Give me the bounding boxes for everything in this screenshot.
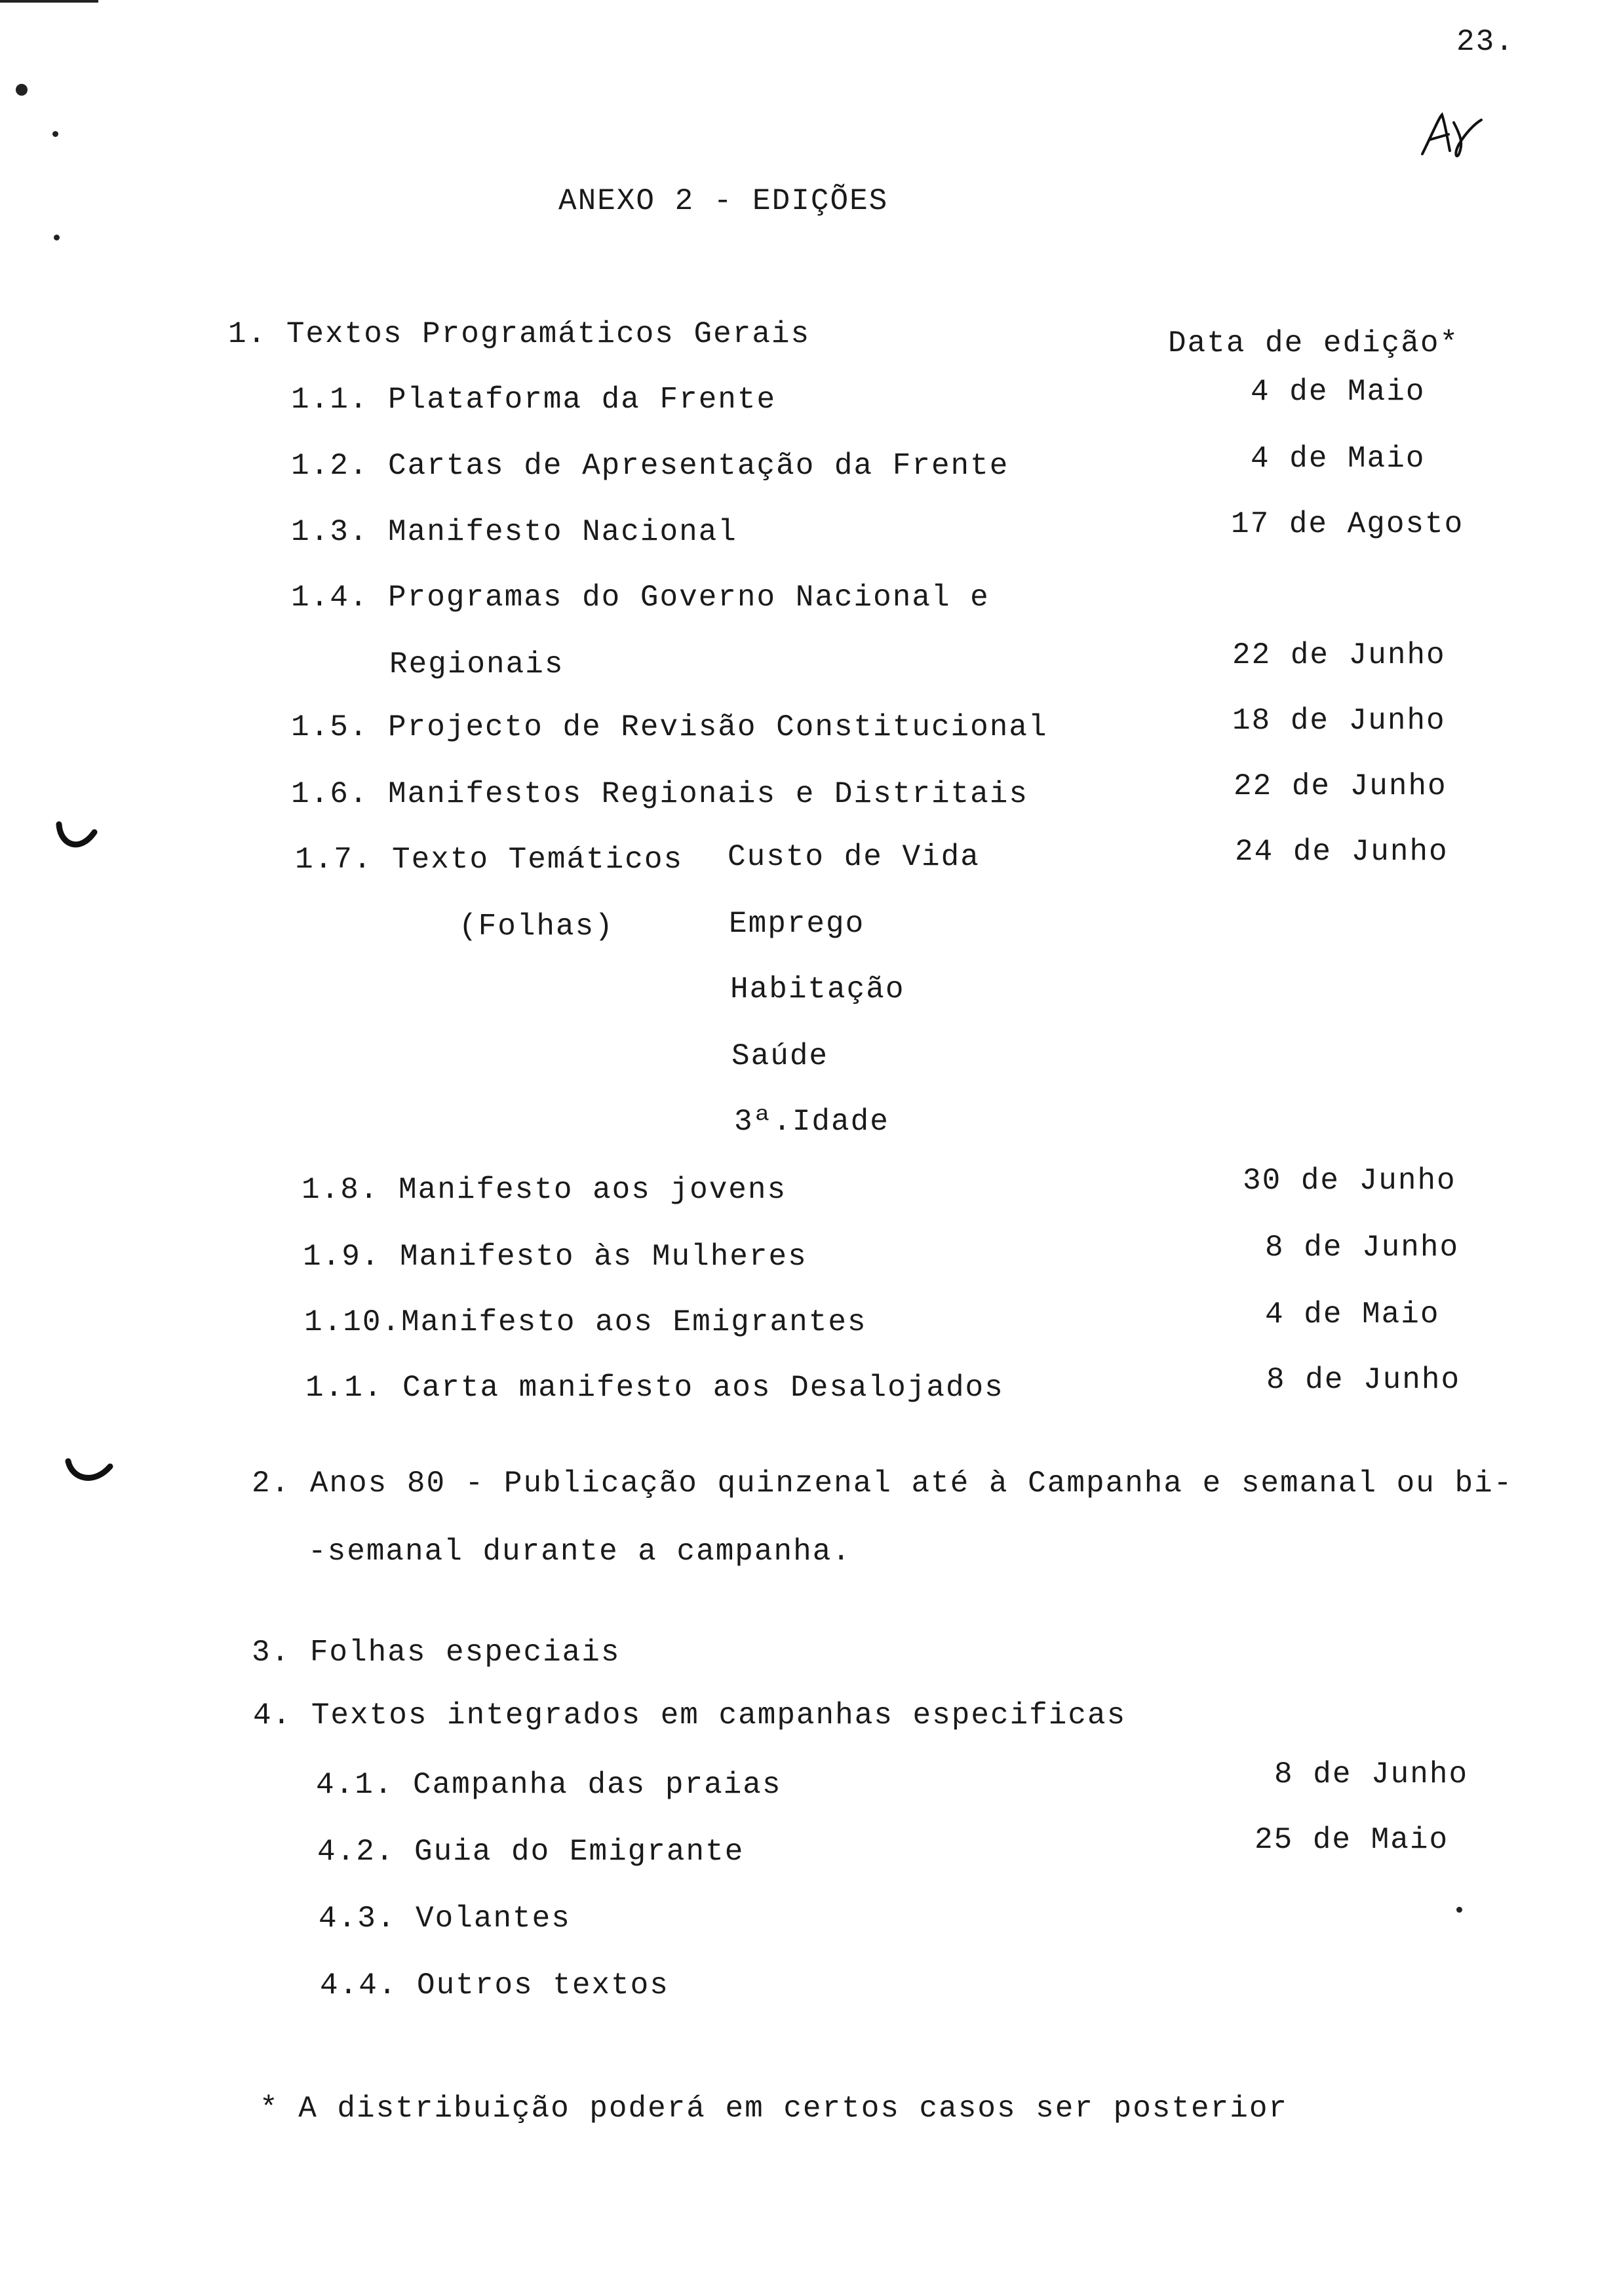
topic-item: Habitação	[730, 972, 905, 1006]
item-1-4-date: 22 de Junho	[1232, 638, 1446, 672]
item-1-7-label: 1.7. Texto Temáticos	[295, 843, 684, 877]
item-1-5-date: 18 de Junho	[1232, 704, 1446, 738]
topic-item: Custo de Vida	[728, 840, 980, 874]
item-1-9-date: 8 de Junho	[1265, 1231, 1460, 1265]
item-4-4-label: 4.4. Outros textos	[320, 1968, 669, 2002]
item-1-7-sublabel: (Folhas)	[459, 909, 614, 944]
footnote: * A distribuição poderá em certos casos ser posterior	[260, 2092, 1289, 2126]
item-1-11-date: 8 de Junho	[1266, 1363, 1461, 1397]
topic-item: Saúde	[731, 1039, 829, 1073]
item-1-1-date: 4 de Maio	[1251, 375, 1426, 409]
item-1-4-label: 1.4. Programas do Governo Nacional e	[291, 581, 990, 615]
item-1-6-date: 22 de Junho	[1234, 769, 1447, 803]
item-1-5-label: 1.5. Projecto de Revisão Constitucional	[291, 710, 1048, 744]
item-1-2-label: 1.2. Cartas de Apresentação da Frente	[291, 449, 1009, 483]
document-title: ANEXO 2 - EDIÇÕES	[558, 184, 889, 218]
item-1-1-label: 1.1. Plataforma da Frente	[291, 383, 777, 417]
item-1-11-label: 1.1. Carta manifesto aos Desalojados	[305, 1371, 1004, 1405]
item-4-1-label: 4.1. Campanha das praias	[316, 1768, 782, 1802]
scan-speck	[52, 131, 58, 137]
section-3-heading: 3. Folhas especiais	[252, 1636, 621, 1670]
item-1-7-date: 24 de Junho	[1235, 835, 1449, 869]
section-1-heading: 1. Textos Programáticos Gerais	[228, 317, 811, 351]
scan-speck	[16, 84, 28, 96]
item-1-9-label: 1.9. Manifesto às Mulheres	[303, 1240, 808, 1274]
scan-speck	[1456, 1907, 1462, 1913]
item-4-3-label: 4.3. Volantes	[319, 1902, 571, 1936]
item-1-3-label: 1.3. Manifesto Nacional	[291, 515, 737, 549]
date-column-header: Data de edição*	[1168, 326, 1460, 360]
item-4-2-label: 4.2. Guia do Emigrante	[317, 1835, 745, 1869]
item-4-1-date: 8 de Junho	[1274, 1757, 1469, 1791]
item-1-10-date: 4 de Maio	[1265, 1297, 1440, 1331]
section-2-line-1: 2. Anos 80 - Publicação quinzenal até à Campanha e semanal ou bi-	[252, 1466, 1513, 1501]
item-4-2-date: 25 de Maio	[1255, 1823, 1449, 1857]
item-1-3-date: 17 de Agosto	[1231, 507, 1464, 541]
item-1-2-date: 4 de Maio	[1251, 442, 1426, 476]
item-1-8-date: 30 de Junho	[1243, 1164, 1456, 1198]
topic-item: Emprego	[729, 907, 865, 941]
item-1-10-label: 1.10.Manifesto aos Emigrantes	[304, 1305, 867, 1339]
page-number: 23.	[1456, 25, 1515, 59]
section-2-line-2: -semanal durante a campanha.	[308, 1535, 851, 1569]
item-1-4-continuation: Regionais	[389, 647, 564, 681]
topic-item: 3ª.Idade	[734, 1105, 889, 1139]
punch-hole-arc-icon	[63, 1455, 115, 1494]
initials-signature	[1416, 108, 1488, 161]
item-1-8-label: 1.8. Manifesto aos jovens	[302, 1173, 787, 1207]
punch-hole-arc-icon	[54, 819, 100, 858]
item-1-6-label: 1.6. Manifestos Regionais e Distritais	[291, 777, 1028, 811]
scan-speck	[54, 235, 60, 240]
scan-edge-line	[0, 0, 98, 3]
section-4-heading: 4. Textos integrados em campanhas especificas	[253, 1698, 1127, 1732]
